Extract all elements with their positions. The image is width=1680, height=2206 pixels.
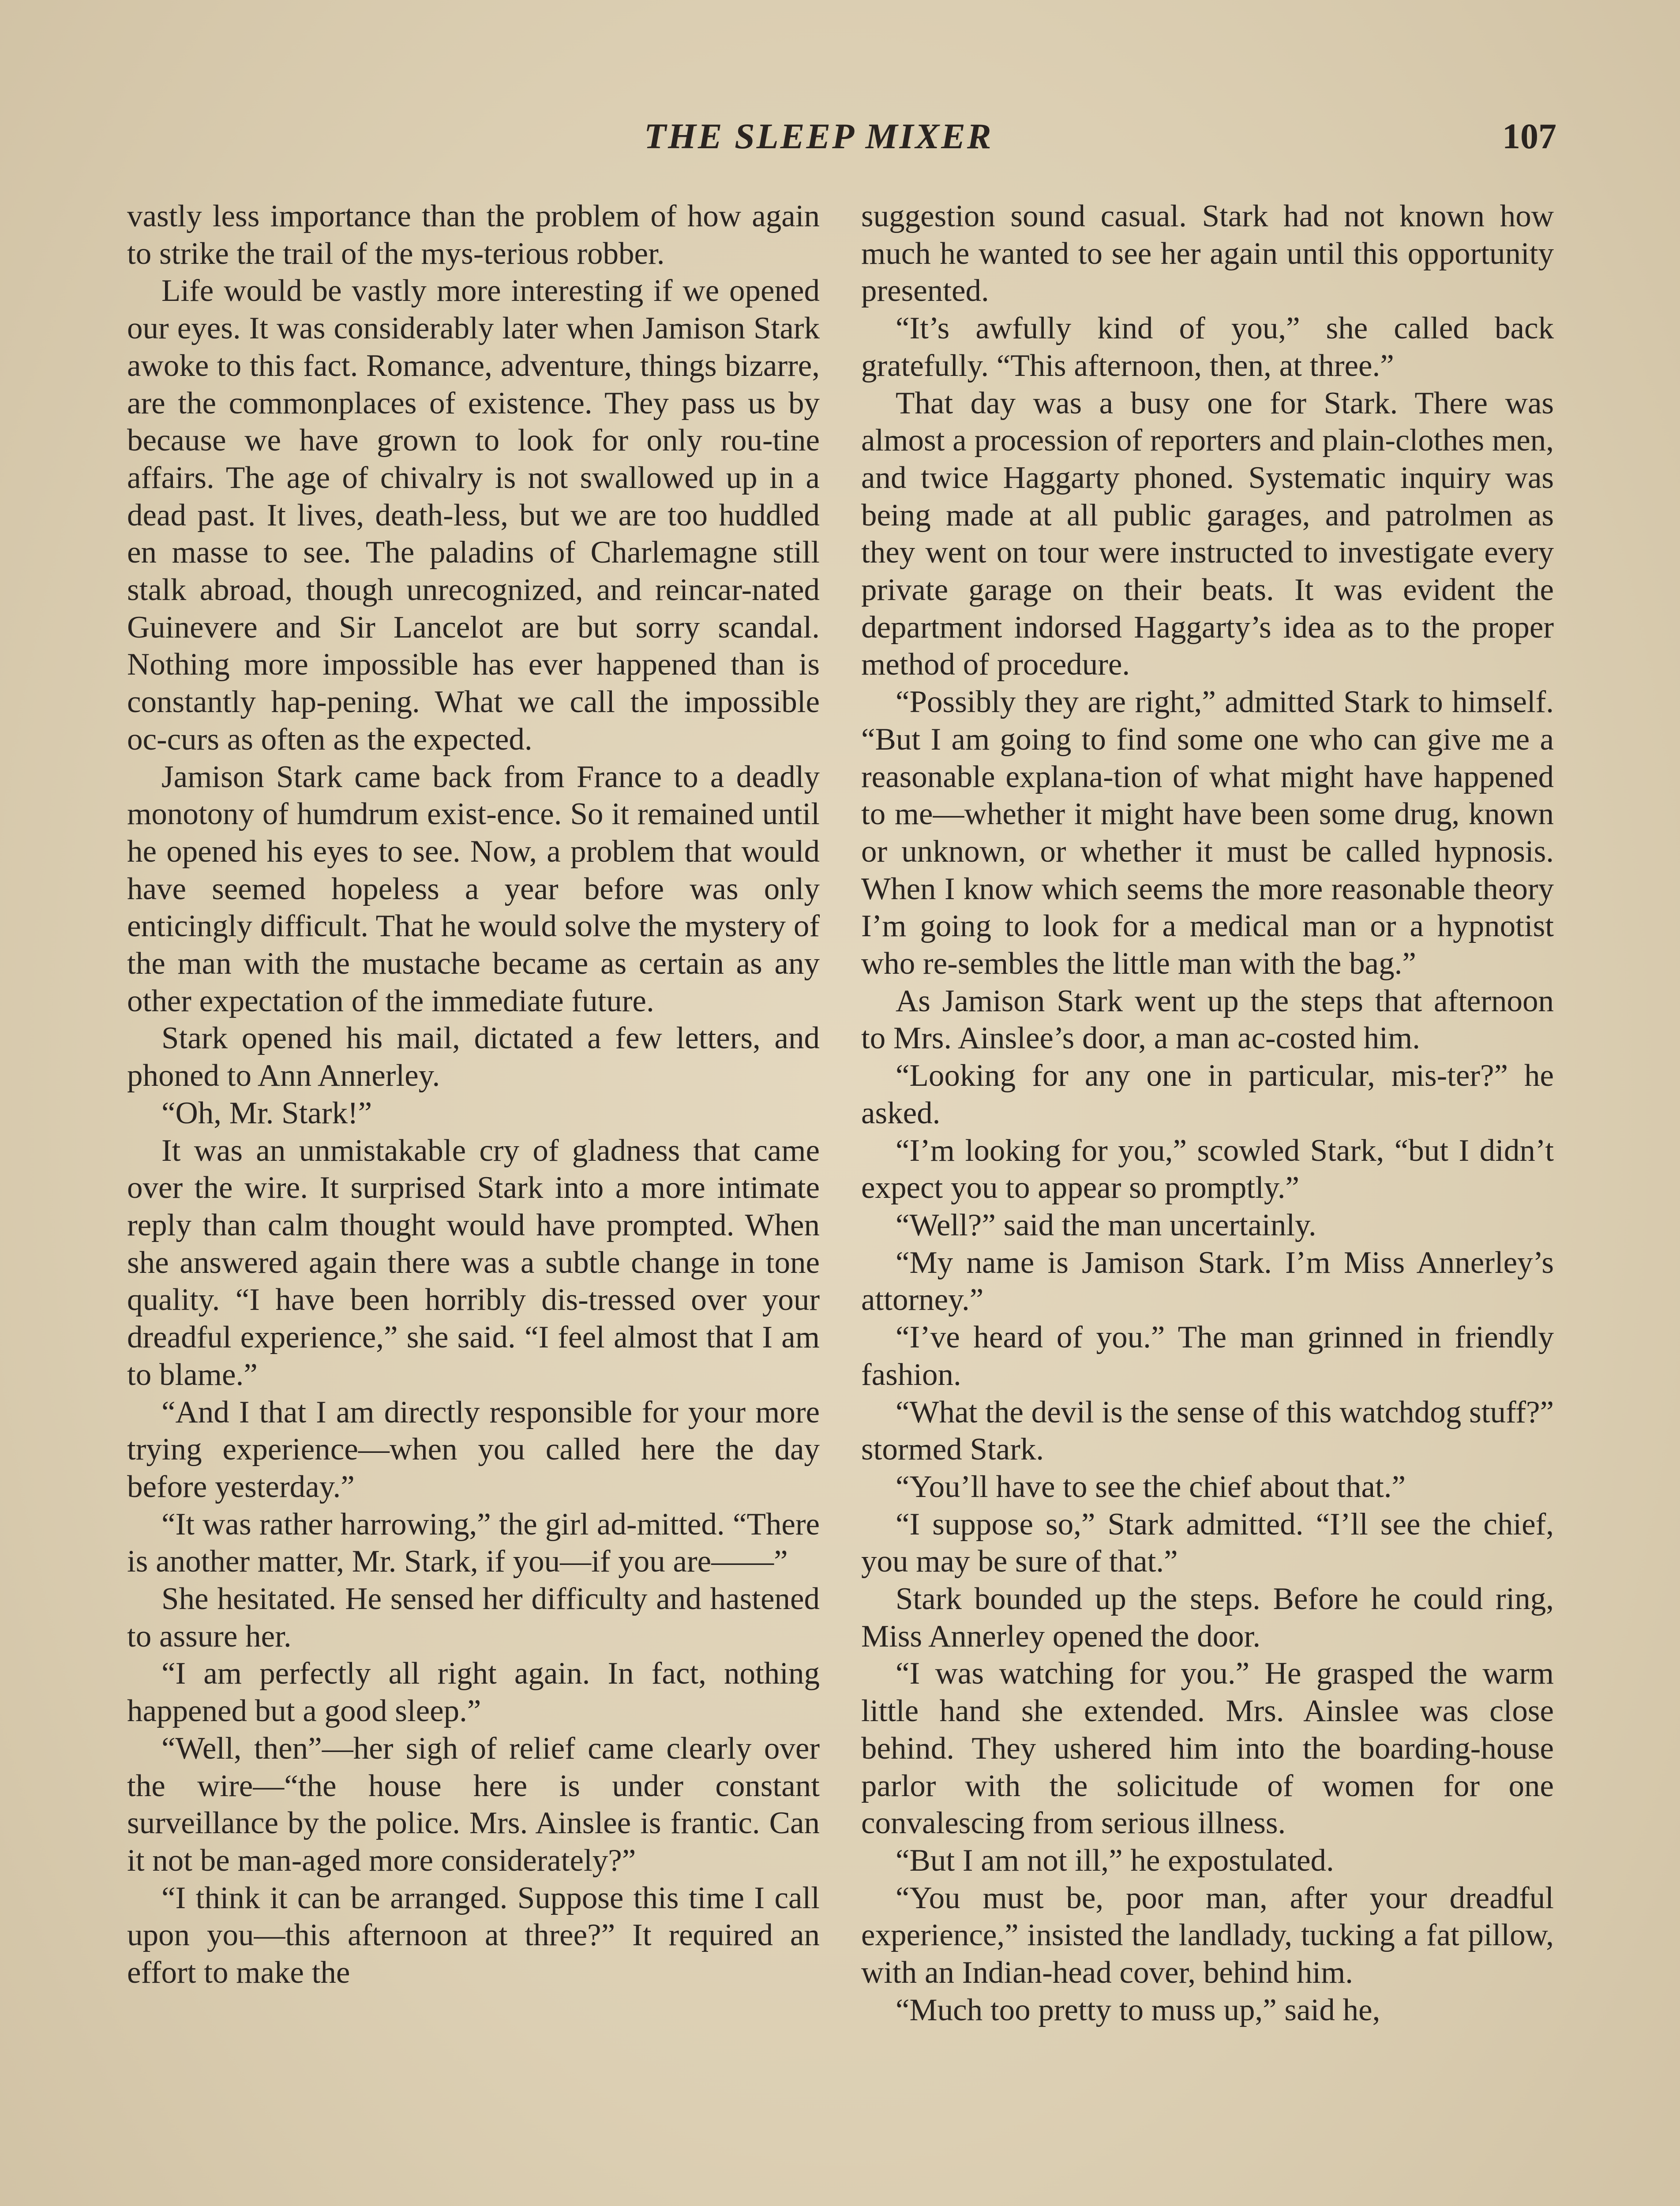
paragraph: Jamison Stark came back from France to a deadly monotony of humdrum exist-ence. So it remained until he opened his eyes to see. Now, a problem that would have seemed hopeless a year before was only enticingly difficult. That he would solve the mystery of the man with the mustache became as certain as any other expectation of the immediate future. [127,759,820,1018]
right-column [861,198,1554,2029]
paragraph: “I am perfectly all right again. In fact, nothing happened but a good sleep.” [127,1656,820,1729]
running-head: THE SLEEP MIXER [644,116,993,156]
paragraph: “I suppose so,” Stark admitted. “I’ll see the chief, you may be sure of that.” [861,1507,1554,1579]
paragraph: “It was rather harrowing,” the girl ad-mitted. “There is another matter, Mr. Stark, if you—if you are——” [127,1507,820,1579]
paragraph: “You must be, poor man, after your dreadful experience,” insisted the landlady, tucking a fat pillow, with an Indian-head cover, behind him. [861,1880,1554,1990]
paragraph: “Much too pretty to muss up,” said he, [896,1992,1380,2027]
paragraph: “And I that I am directly responsible for your more trying experience—when you called here the day before yesterday.” [127,1395,820,1504]
paragraph: She hesitated. He sensed her difficulty and hastened to assure her. [127,1582,820,1654]
paragraph: “My name is Jamison Stark. I’m Miss Annerley’s attorney.” [861,1245,1554,1317]
paragraph: “You’ll have to see the chief about that.” [896,1469,1406,1504]
paragraph: “It’s awfully kind of you,” she called back gratefully. “This afternoon, then, at three.” [861,311,1554,383]
paragraph: Stark opened his mail, dictated a few letters, and phoned to Ann Annerley. [127,1021,820,1093]
paragraph: “Possibly they are right,” admitted Stark to himself. “But I am going to find some one who can give me a reasonable explana-tion of what might have happened to me—whether it might have been some drug, known or unknown, or whether it must be called hypnosis. When I know which seems the more reasonable theory I’m going to look for a medical man or a hypnotist who re-sembles the little man with the bag.” [861,685,1554,981]
paragraph: “What the devil is the sense of this watchdog stuff?” stormed Stark. [861,1395,1554,1467]
left-column [127,198,820,1992]
paragraph: “But I am not ill,” he expostulated. [896,1843,1334,1878]
paragraph: It was an unmistakable cry of gladness that came over the wire. It surprised Stark into a more intimate reply than calm thought would have prompted. When she answered again there was a subtle change in tone quality. “I have been horribly dis-tressed over your dreadful experience,” she said. “I feel almost that I am to blame.” [127,1133,820,1392]
paragraph: “I was watching for you.” He grasped the warm little hand she extended. Mrs. Ainslee was close behind. They ushered him into the boarding-house parlor with the solicitude of women for one convalescing from serious illness. [861,1656,1554,1841]
paragraph: vastly less importance than the problem of how again to strike the trail of the mys-terious robber. [127,199,820,271]
paragraph: “I’ve heard of you.” The man grinned in friendly fashion. [861,1320,1554,1392]
paragraph: “Well, then”—her sigh of relief came clearly over the wire—“the house here is under constant surveillance by the police. Mrs. Ainslee is frantic. Can it not be man-aged more considerately?” [127,1731,820,1878]
paragraph: “Looking for any one in particular, mis-ter?” he asked. [861,1058,1554,1130]
paragraph: As Jamison Stark went up the steps that afternoon to Mrs. Ainslee’s door, a man ac-costed him. [861,983,1554,1056]
paragraph: suggestion sound casual. Stark had not known how much he wanted to see her again until this opportunity presented. [861,199,1554,308]
paragraph: Stark bounded up the steps. Before he could ring, Miss Annerley opened the door. [861,1582,1554,1654]
paragraph: “I’m looking for you,” scowled Stark, “but I didn’t expect you to appear so promptly.” [861,1133,1554,1205]
page-number: 107 [1502,116,1556,156]
paragraph: Life would be vastly more interesting if we opened our eyes. It was considerably later when Jamison Stark awoke to this fact. Romance, adventure, things bizarre, are the commonplaces of existence. They pass us by because we have grown to look for only rou-tine affairs. The age of chivalry is not swallowed up in a dead past. It lives, death-less, but we are too huddled en masse to see. The paladins of Charlemagne still stalk abroad, though unrecognized, and reincar-nated Guinevere and Sir Lancelot are but sorry scandal. Nothing more impossible has ever happened than is constantly hap-pening. What we call the impossible oc-curs as often as the expected. [127,274,820,757]
paragraph: “Well?” said the man uncertainly. [896,1208,1316,1242]
paragraph: “Oh, Mr. Stark!” [161,1095,372,1130]
paragraph: That day was a busy one for Stark. There was almost a procession of reporters and plain-clothes men, and twice Haggarty phoned. Systematic inquiry was being made at all public garages, and patrolmen as they went on tour were instructed to investigate every private garage on their beats. It was evident the department indorsed Haggarty’s idea as to the proper method of procedure. [861,386,1554,682]
paragraph: “I think it can be arranged. Suppose this time I call upon you—this afternoon at three?” It required an effort to make the [127,1880,820,1990]
